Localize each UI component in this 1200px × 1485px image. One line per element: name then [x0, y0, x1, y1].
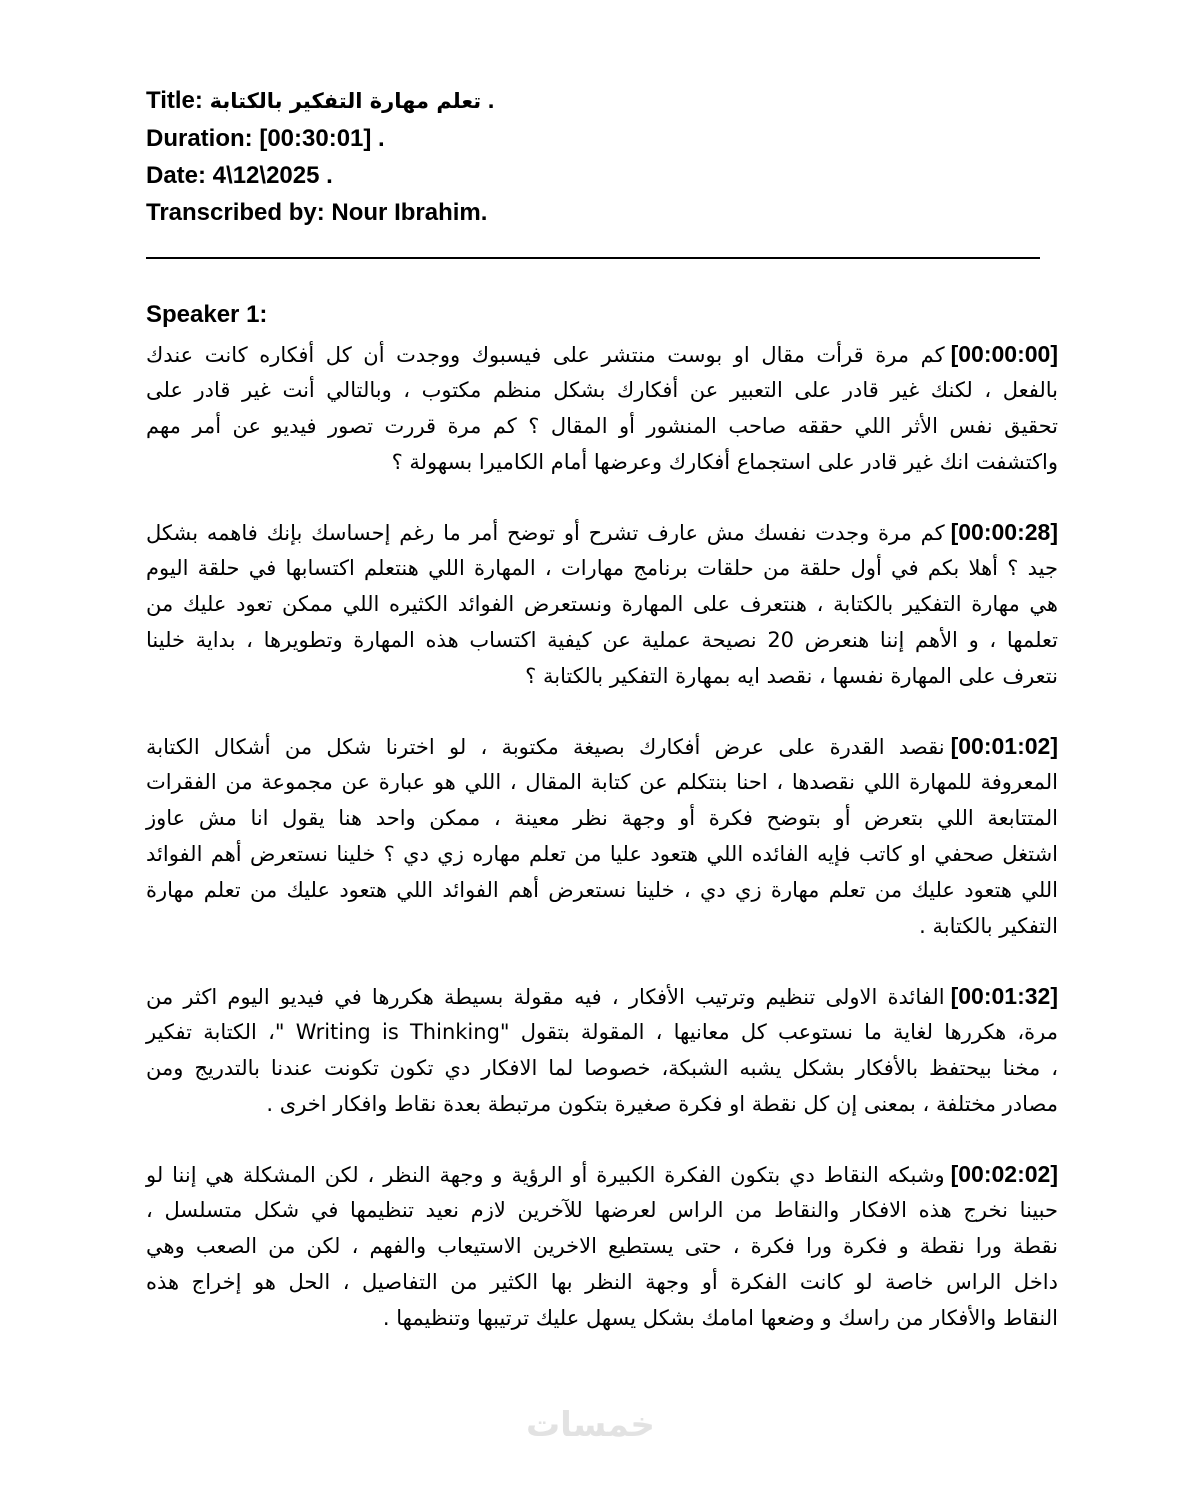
transcript-paragraph — [146, 336, 1058, 480]
transcript-line — [146, 372, 1058, 408]
line-text: ، مخنا بيحتفظ بالأفكار بشكل يشبه الشبكة، خصوصا لما الافكار دي تكون تكونت عندنا بالتدريج ومن — [146, 1056, 1058, 1080]
transcript-line — [146, 908, 1058, 944]
transcript-line — [146, 408, 1058, 444]
transcript-line — [146, 764, 1058, 800]
line-text: بالفعل ، لكنك غير قادر على التعبير عن أفكارك بشكل منظم مكتوب ، وبالتالي أنت غير قادر على — [146, 378, 1058, 402]
date-label: Date: — [146, 162, 207, 189]
duration-line — [146, 120, 494, 157]
transcript-paragraph — [146, 978, 1058, 1122]
transcript-line — [146, 444, 1058, 480]
line-text: اللي هتعود عليك من تعلم مهارة زي دي ، خلينا نستعرض أهم الفوائد اللي هتعود عليك من تعلم مهارة — [146, 878, 1058, 902]
transcript-paragraph — [146, 728, 1058, 944]
line-text: نقصد القدرة على عرض أفكارك بصيغة مكتوبة ، لو اخترنا شكل من أشكال الكتابة — [146, 735, 945, 759]
line-text: مرة، هكررها لغاية ما نستوعب كل معانيها ، المقولة بتقول "Writing is Thinking "، الكتابة تفكير — [146, 1020, 1058, 1044]
line-text: اشتغل صحفي او كاتب فإيه الفائده اللي هتعود عليا من تعلم مهاره زي دي ؟ خلينا نستعرض أهم الفوائد — [146, 842, 1058, 866]
line-text: داخل الراس خاصة لو كانت الفكرة أو وجهة النظر بها الكثير من التفاصيل ، الحل هو إخراج هذه — [146, 1270, 1058, 1294]
transcriber-value: Nour Ibrahim. — [324, 199, 488, 226]
line-text: المتتابعة اللي بتعرض أو بتوضح فكرة أو وجهة نظر معينة ، ممكن واحد هنا يقول انا مش عاوز — [146, 806, 1058, 830]
transcript-line — [146, 836, 1058, 872]
line-text: المعروفة للمهارة اللي نقصدها ، احنا بنتكلم عن كتابة المقال ، اللي هو عبارة عن مجموعة من الفقرات — [146, 770, 1058, 794]
timestamp: [00:02:02] — [950, 1161, 1058, 1187]
line-text: كم مرة وجدت نفسك مش عارف تشرح أو توضح أمر ما رغم إحساسك بإنك فاهمه بشكل — [146, 521, 945, 545]
transcript-line — [146, 872, 1058, 908]
transcript-line — [146, 800, 1058, 836]
line-text: جيد ؟ أهلا بكم في أول حلقة من حلقات برنامج مهارات ، المهارة اللي هنتعلم اكتسابها في حلقة اليوم — [146, 556, 1058, 580]
line-text: واكتشفت انك غير قادر على استجماع أفكارك وعرضها أمام الكاميرا بسهولة ؟ — [391, 450, 1058, 474]
transcript-line — [146, 1264, 1058, 1300]
line-text: نتعرف على المهارة نفسها ، نقصد ايه بمهارة التفكير بالكتابة ؟ — [525, 664, 1058, 688]
transcript-line — [146, 728, 1058, 764]
transcript-body — [146, 336, 1058, 1370]
duration-value: [00:30:01] . — [252, 125, 385, 152]
line-text: نقطة ورا نقطة و فكرة ورا فكرة ، حتى يستطيع الاخرين الاستيعاب والفهم ، لكن من الصعب وهي — [146, 1234, 1058, 1258]
document-header — [146, 82, 494, 231]
transcript-paragraph — [146, 1156, 1058, 1336]
title-label: Title: — [146, 87, 203, 114]
line-text: كم مرة قرأت مقال او بوست منتشر على فيسبوك ووجدت أن كل أفكاره كانت عندك — [146, 343, 945, 367]
transcript-line — [146, 622, 1058, 658]
transcript-line — [146, 1050, 1058, 1086]
transcript-line — [146, 1192, 1058, 1228]
duration-label: Duration: — [146, 125, 253, 152]
line-text: الفائدة الاولى تنظيم وترتيب الأفكار ، فيه مقولة بسيطة هكررها في فيديو اليوم اكثر من — [146, 985, 945, 1009]
line-text: حبينا نخرج هذه الافكار والنقاط من الراس لعرضها للآخرين لازم نعيد تنظيمها في شكل متسلسل ، — [146, 1198, 1058, 1222]
transcriber-line — [146, 194, 494, 231]
watermark-logo: خمسات — [526, 1405, 655, 1445]
transcript-line — [146, 1156, 1058, 1192]
timestamp: [00:01:32] — [950, 983, 1058, 1009]
title-value: تعلم مهارة التفكير بالكتابة — [209, 89, 482, 113]
transcript-line — [146, 658, 1058, 694]
transcript-line — [146, 1228, 1058, 1264]
timestamp: [00:00:28] — [950, 519, 1058, 545]
title-suffix: . — [481, 87, 495, 114]
title-line — [146, 82, 494, 120]
line-text: تحقيق نفس الأثر اللي حققه صاحب المنشور أو المقال ؟ كم مرة قررت تصور فيديو عن أمر مهم — [146, 414, 1058, 438]
transcript-paragraph — [146, 514, 1058, 694]
line-text: النقاط والأفكار من راسك و وضعها امامك بشكل يسهل عليك ترتيبها وتنظيمها . — [382, 1306, 1058, 1330]
date-line — [146, 157, 494, 194]
line-text: وشبكه النقاط دي بتكون الفكرة الكبيرة أو الرؤية و وجهة النظر ، لكن المشكلة هي إننا لو — [146, 1163, 945, 1187]
horizontal-divider — [146, 257, 1040, 259]
transcript-line — [146, 336, 1058, 372]
transcript-line — [146, 1086, 1058, 1122]
transcript-line — [146, 978, 1058, 1014]
date-value: 4\12\2025 . — [206, 162, 333, 189]
timestamp: [00:01:02] — [950, 733, 1058, 759]
transcript-line — [146, 586, 1058, 622]
speaker-label: Speaker 1: — [146, 301, 268, 328]
transcriber-label: Transcribed by: — [146, 199, 325, 226]
transcript-line — [146, 514, 1058, 550]
line-text: التفكير بالكتابة . — [919, 914, 1058, 938]
transcript-line — [146, 1300, 1058, 1336]
line-text: مصادر مختلفة ، بمعنى إن كل نقطة او فكرة صغيرة بتكون مرتبطة بعدة نقاط وافكار اخرى . — [266, 1092, 1058, 1116]
line-text: تعلمها ، و الأهم إننا هنعرض 20 نصيحة عملية عن كيفية اكتساب هذه المهارة وتطويرها ، بداية خلينا — [146, 628, 1058, 652]
line-text: هي مهارة التفكير بالكتابة ، هنتعرف على المهارة ونستعرض الفوائد الكثيره اللي ممكن تعود عليك من — [146, 592, 1058, 616]
transcript-line — [146, 550, 1058, 586]
transcript-line — [146, 1014, 1058, 1050]
timestamp: [00:00:00] — [950, 341, 1058, 367]
